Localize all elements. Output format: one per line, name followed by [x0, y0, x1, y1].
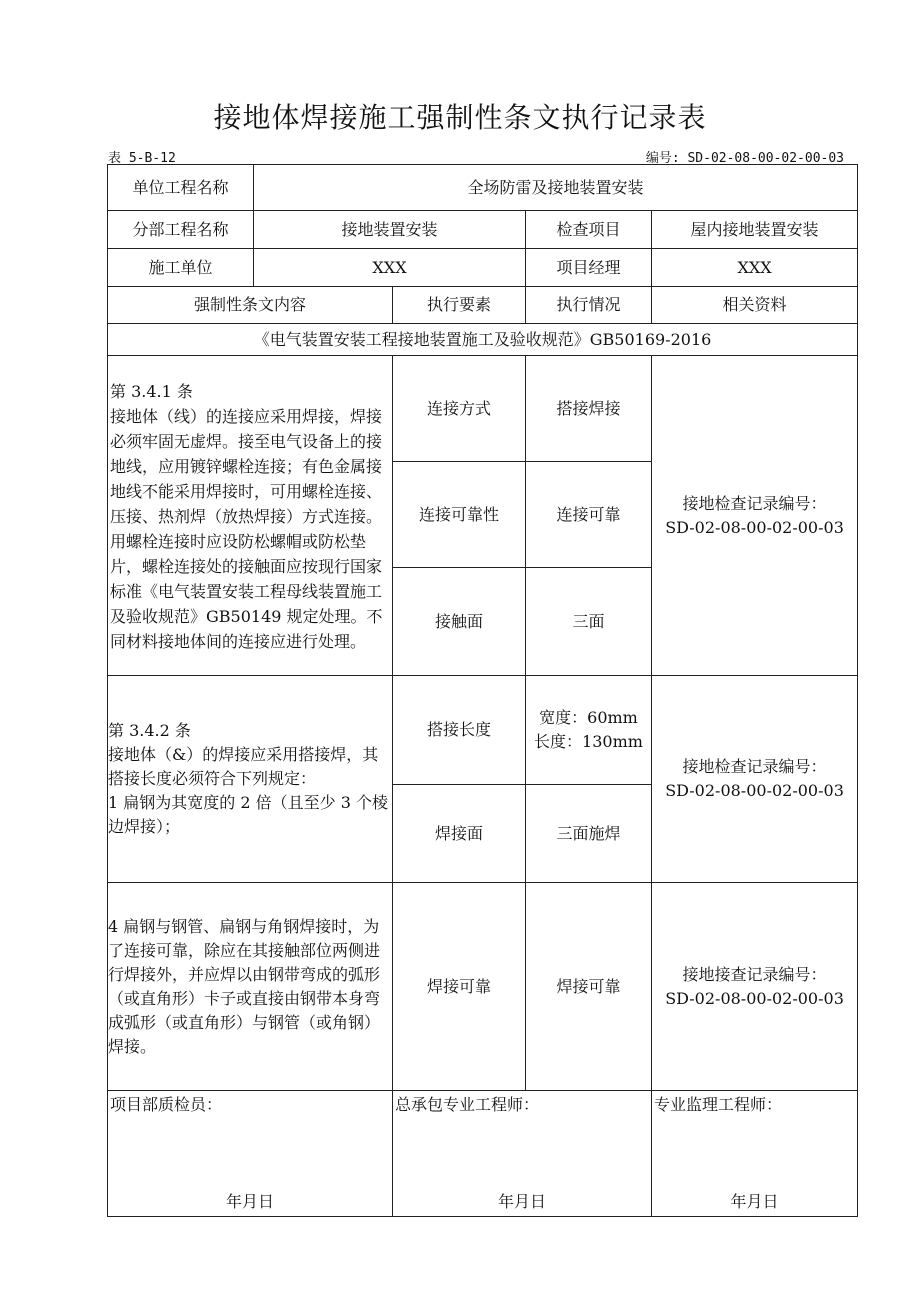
element-cell: 焊接面 [393, 785, 526, 883]
header-content: 强制性条文内容 [108, 287, 393, 324]
element-cell: 搭接长度 [393, 676, 526, 785]
signature-inspector [108, 1091, 393, 1217]
signature-role: 总承包专业工程师： [395, 1095, 540, 1114]
clause-item-4: 4 扁钢与钢管、扁钢与角钢焊接时，为了连接可靠，除应在其接触部位两侧进行焊接外，并应焊以由钢带弯成的弧形（或直角形）卡子或直接由钢带本身弯成弧形（或直角形）与钢管（或角钢）焊接。 [108, 883, 393, 1091]
check-item-value: 屋内接地装置安装 [652, 211, 858, 249]
signature-role: 项目部质检员： [110, 1095, 223, 1114]
status-cell: 连接可靠 [526, 462, 652, 568]
header-docs: 相关资料 [652, 287, 858, 324]
project-value: 全场防雷及接地装置安装 [254, 165, 858, 211]
clause-3-4-1 [108, 356, 393, 676]
element-cell: 焊接可靠 [393, 883, 526, 1091]
signature-date: 年月日 [730, 1192, 779, 1211]
signature-contractor-engineer [393, 1091, 652, 1217]
signature-date: 年月日 [225, 1192, 274, 1211]
element-cell: 连接方式 [393, 356, 526, 462]
manager-label: 项目经理 [526, 249, 652, 287]
page-title: 接地体焊接施工强制性条文执行记录表 [213, 101, 707, 134]
related-doc: 接地检查记录编号： SD-02-08-00-02-00-03 [652, 676, 858, 883]
contractor-label: 施工单位 [108, 249, 254, 287]
status-cell: 三面 [526, 568, 652, 676]
serial-number: 编号: SD-02-08-00-02-00-03 [645, 151, 844, 166]
standard-reference: 《电气装置安装工程接地装置施工及验收规范》GB50169-2016 [108, 324, 858, 356]
clause-text: 第 3.4.1 条 接地体（线）的连接应采用焊接，焊接必须牢固无虚焊。接至电气设备上的接地线，应用镀锌螺栓连接；有色金属接地线不能采用焊接时，可用螺栓连接、压接、热剂焊（放热焊接）方式连接。用螺栓连接时应设防松螺帽或防松垫片，螺栓连接处的接触面应按现行国家标准《电气装置安装工程母线装置施工及验收规范》GB50149 规定处理。不同材料接地体间的连接应进行处理。 [110, 382, 383, 651]
signature-date: 年月日 [497, 1192, 546, 1211]
project-label: 单位工程名称 [108, 165, 254, 211]
manager-value: XXX [652, 249, 858, 287]
status-cell: 三面施焊 [526, 785, 652, 883]
record-table [107, 164, 858, 1217]
subproject-label: 分部工程名称 [108, 211, 254, 249]
contractor-value: XXX [254, 249, 526, 287]
status-cell: 搭接焊接 [526, 356, 652, 462]
form-number: 表 5-B-12 [108, 151, 176, 166]
signature-role: 专业监理工程师： [654, 1095, 783, 1114]
clause-3-4-2: 第 3.4.2 条 接地体（&）的焊接应采用搭接焊，其搭接长度必须符合下列规定： 1 扁钢为其宽度的 2 倍（且至少 3 个棱边焊接）； [108, 676, 393, 883]
header-elements: 执行要素 [393, 287, 526, 324]
element-cell: 连接可靠性 [393, 462, 526, 568]
related-doc: 接地检查记录编号： SD-02-08-00-02-00-03 [652, 356, 858, 676]
status-cell: 焊接可靠 [526, 883, 652, 1091]
subproject-value: 接地装置安装 [254, 211, 526, 249]
element-cell: 接触面 [393, 568, 526, 676]
related-doc: 接地接查记录编号： SD-02-08-00-02-00-03 [652, 883, 858, 1091]
check-item-label: 检查项目 [526, 211, 652, 249]
signature-supervisor [652, 1091, 858, 1217]
status-cell: 宽度：60mm 长度：130mm [526, 676, 652, 785]
header-status: 执行情况 [526, 287, 652, 324]
